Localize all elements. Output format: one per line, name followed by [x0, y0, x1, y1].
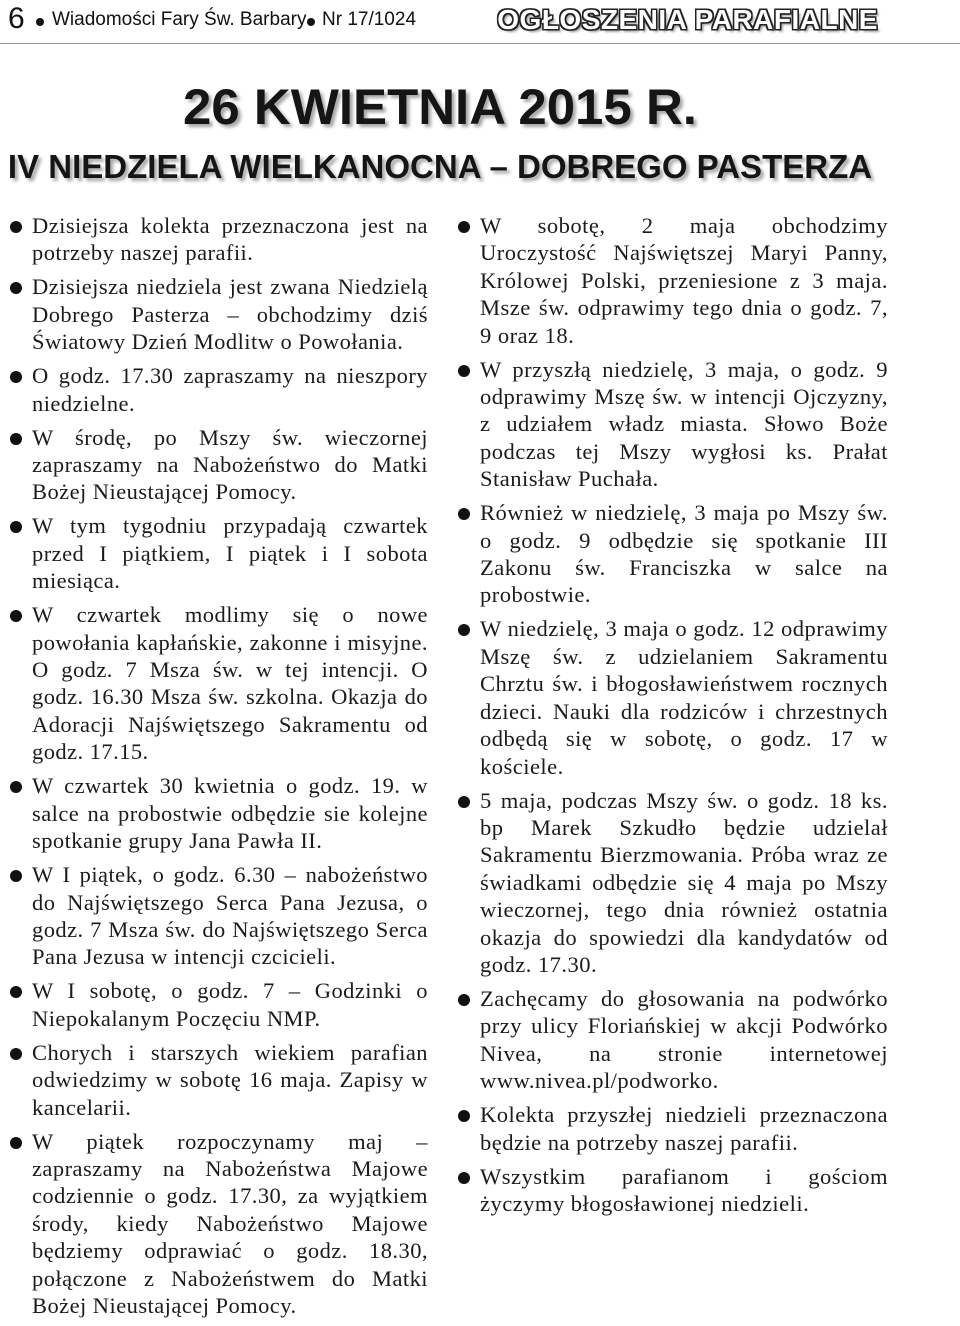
list-item	[458, 615, 888, 779]
announcement-text: W I sobotę, o godz. 7 – Godzinki o Niepokalanym Poczęciu NMP.	[32, 978, 428, 1031]
page-title: 26 KWIETNIA 2015 R.	[183, 79, 697, 135]
list-item	[458, 985, 888, 1095]
separator-dot-icon	[36, 18, 44, 26]
page-number: 6	[8, 2, 25, 35]
announcement-list	[458, 212, 888, 1217]
list-item	[10, 362, 428, 417]
list-item	[10, 1039, 428, 1121]
page-subtitle: IV NIEDZIELA WIELKANOCNA – DOBREGO PASTERZA	[7, 148, 873, 185]
list-item	[458, 787, 888, 979]
list-item	[10, 977, 428, 1032]
bullet-icon	[458, 221, 470, 233]
list-item	[458, 1101, 888, 1156]
bullet-icon	[458, 796, 470, 808]
announcement-text: Kolekta przyszłej niedzieli przeznaczona będzie na potrzeby naszej parafii.	[480, 1102, 888, 1155]
right-column	[458, 212, 888, 1224]
issue-number: Nr 17/1024	[322, 9, 417, 30]
section-title: OGŁOSZENIA PARAFIALNE	[497, 4, 878, 35]
bullet-icon	[458, 624, 470, 636]
announcement-text: O godz. 17.30 zapraszamy na nieszpory niedzielne.	[32, 363, 428, 416]
bullet-icon	[10, 521, 22, 533]
bullet-icon	[458, 1172, 470, 1184]
list-item	[10, 601, 428, 765]
announcement-text: W sobotę, 2 maja obchodzimy Uroczystość Najświętszej Maryi Panny, Królowej Polski, przeniesione z 3 maja. Msze św. odprawimy tego dnia o godz. 7, 9 oraz 18.	[480, 213, 888, 348]
list-item	[10, 1128, 428, 1320]
separator-dot-icon	[307, 18, 315, 26]
announcement-text: W czwartek modlimy się o nowe powołania kapłańskie, zakonne i misyjne. O godz. 7 Msza św. w tej intencji. O godz. 16.30 Msza św. szkolna. Okazja do Adoracji Najświętszego Sakramentu od godz. 17.15.	[32, 602, 428, 765]
announcement-text: W I piątek, o godz. 6.30 – nabożeństwo do Najświętszego Serca Pana Jezusa, o godz. 7 Msza św. do Najświętszego Serca Pana Jezusa w intencji czcicieli.	[32, 862, 428, 970]
bullet-icon	[10, 781, 22, 793]
announcement-text: W przyszłą niedzielę, 3 maja, o godz. 9 odprawimy Mszę św. w intencji Ojczyzny, z udziałem władz miasta. Słowo Boże podczas tej Mszy wygłosi ks. Prałat Stanisław Puchała.	[480, 356, 888, 492]
bullet-icon	[458, 1110, 470, 1122]
bullet-icon	[10, 433, 22, 445]
bullet-icon	[10, 371, 22, 383]
list-item	[458, 499, 888, 609]
announcement-text: Zachęcamy do głosowania na podwórko przy ulicy Floriańskiej w akcji Podwórko Nivea, na stronie internetowej www.nivea.pl/podworko.	[480, 985, 888, 1094]
bullet-icon	[10, 1048, 22, 1060]
list-item	[10, 512, 428, 594]
list-item	[10, 861, 428, 971]
bullet-icon	[10, 986, 22, 998]
announcement-text: Dzisiejsza kolekta przeznaczona jest na potrzeby naszej parafii.	[32, 213, 428, 266]
list-item	[458, 212, 888, 349]
list-item	[10, 424, 428, 506]
announcement-text: W czwartek 30 kwietnia o godz. 19. w salce na probostwie odbędzie sie kolejne spotkanie grupy Jana Pawła II.	[32, 773, 428, 854]
bullet-icon	[458, 994, 470, 1006]
announcement-text: W tym tygodniu przypadają czwartek przed I piątkiem, I piątek i I sobota miesiąca.	[32, 513, 428, 594]
announcement-text: Również w niedzielę, 3 maja po Mszy św. o godz. 9 odbędzie się spotkanie III Zakonu św. Franciszka w salce na probostwie.	[480, 500, 888, 608]
publication-name: Wiadomości Fary Św. Barbary	[52, 9, 307, 30]
list-item	[458, 1163, 888, 1218]
bullet-icon	[10, 221, 22, 233]
list-item	[10, 273, 428, 355]
page-header	[0, 0, 960, 44]
list-item	[10, 212, 428, 267]
bullet-icon	[458, 508, 470, 520]
announcement-text: Dzisiejsza niedziela jest zwana Niedzielą Dobrego Pasterza – obchodzimy dziś Światowy Dzień Modlitw o Powołania.	[32, 274, 428, 355]
header-divider	[0, 43, 960, 44]
announcement-text: W niedzielę, 3 maja o godz. 12 odprawimy Mszę św. z udzielaniem Sakramentu Chrztu św. i błogosławieństwem rocznych dzieci. Nauki dla rodziców i chrzestnych odbędą się w sobotę, o godz. 17 w kościele.	[480, 616, 888, 779]
bullet-icon	[458, 365, 470, 377]
announcement-list	[10, 212, 428, 1319]
bullet-icon	[10, 282, 22, 294]
announcement-text: Chorych i starszych wiekiem parafian odwiedzimy w sobotę 16 maja. Zapisy w kancelarii.	[32, 1039, 428, 1120]
bullet-icon	[10, 870, 22, 882]
bullet-icon	[10, 610, 22, 622]
list-item	[10, 772, 428, 854]
bullet-icon	[10, 1137, 22, 1149]
list-item	[458, 356, 888, 493]
announcement-text: W środę, po Mszy św. wieczornej zapraszamy na Nabożeństwo do Matki Bożej Nieustającej Pomocy.	[32, 424, 428, 505]
announcement-text: 5 maja, podczas Mszy św. o godz. 18 ks. bp Marek Szkudło będzie udzielał Sakramentu Bierzmowania. Próba wraz ze świadkami odbędzie się 4 maja po Mszy wieczornej, tego dnia również ostatnia okazja do spowiedzi dla kandydatów od godz. 17.30.	[480, 787, 888, 977]
announcement-text: Wszystkim parafianom i gościom życzymy błogosławionej niedzieli.	[480, 1163, 888, 1216]
announcement-text: W piątek rozpoczynamy maj – zapraszamy na Nabożeństwa Majowe codziennie o godz. 17.30, za wyjątkiem środy, kiedy Nabożeństwo Majowe będziemy odprawiać o godz. 18.30, połączone z Nabożeństwem do Matki Bożej Nieustającej Pomocy.	[32, 1128, 428, 1318]
left-column	[10, 212, 428, 1326]
